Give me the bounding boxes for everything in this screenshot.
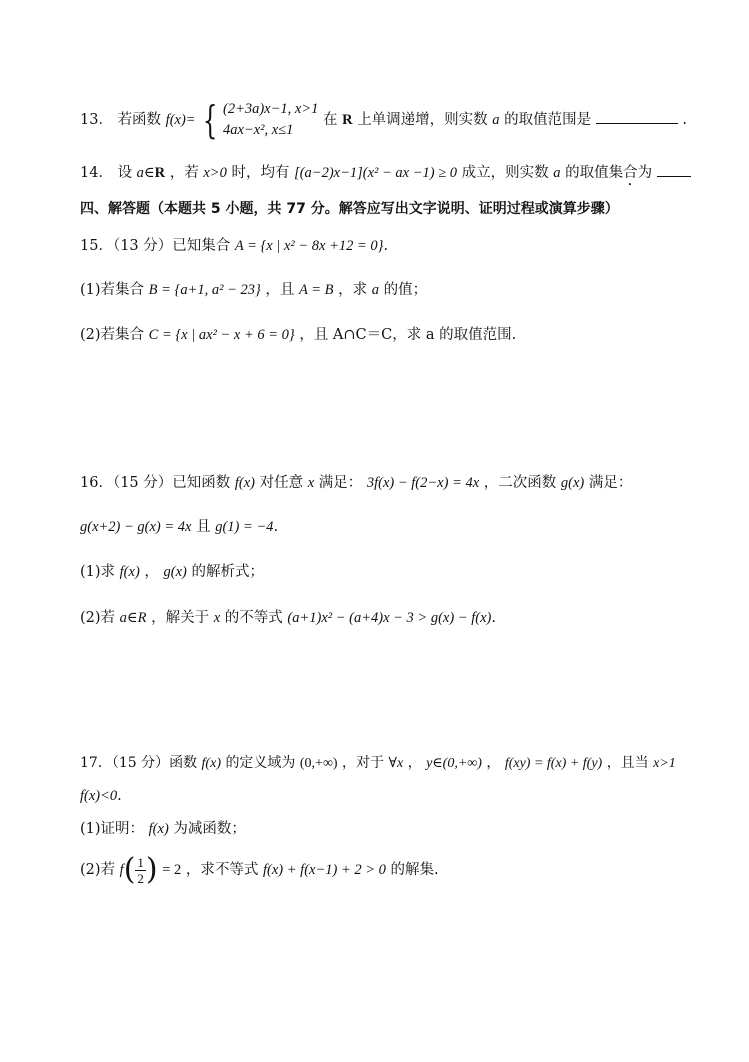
question-17: 17．（15 分）函数 f(x) 的定义域为 (0,+∞) ，对于 ∀x ， y∈(0,+∞) ， f(xy) = f(x) + f(y) ，且当 x>1 xyxy=(80,755,676,771)
q14-number: 14． xyxy=(80,165,113,181)
q13-number: 13． xyxy=(80,112,113,128)
section-header: 四、解答题（本题共 5 小题，共 77 分。解答应写出文字说明、证明过程或演算步骤） xyxy=(80,201,619,217)
question-17-part-2: (2)若 f( $\frac{1}{2}$ ) = 2 ，求不等式 f(x) + f(x−1) + 2 > 0 的解集. xyxy=(80,852,439,887)
question-13: 13． 若函数 f(x)= { (2+3a)x−1, x>1 4ax−x², x≤1 在 R 上单调递增，则实数 a 的取值范围是 . xyxy=(80,98,687,142)
question-16: 16．（15 分）已知函数 f(x) 对任意 x 满足： 3f(x) − f(2−x) = 4x ，二次函数 g(x) 满足： xyxy=(80,475,633,491)
question-15-part-2: (2)若集合 C = {x | ax² − x + 6 = 0} ，且 A∩C＝C，求 a 的取值范围. xyxy=(80,327,517,343)
fraction-one-half: $\frac{1}{2}$ xyxy=(137,854,144,886)
q13-function: f(x)= xyxy=(165,112,196,128)
question-17-part-1: (1)证明： f(x) 为减函数； xyxy=(80,821,246,837)
q17-inequality: f(x) + f(x−1) + 2 > 0 xyxy=(263,862,386,878)
answer-blank xyxy=(657,162,691,177)
q17-functional-equation: f(xy) = f(x) + f(y) xyxy=(504,756,603,771)
question-16-part-2: (2)若 a∈R ，解关于 x 的不等式 (a+1)x² − (a+4)x − 3 > g(x) − f(x). xyxy=(80,610,496,626)
functional-equation: 3f(x) − f(2−x) = 4x xyxy=(366,475,480,491)
q14-inequality: [(a−2)x−1](x² − ax −1) ≥ 0 xyxy=(294,165,458,181)
set-a: A = {x | x² − 8x +12 = 0} xyxy=(234,238,384,254)
question-15: 15．（13 分）已知集合 A = {x | x² − 8x +12 = 0}. xyxy=(80,238,389,254)
question-15-part-1: (1)若集合 B = {a+1, a² − 23} ，且 A = B ，求 a 的值； xyxy=(80,282,428,298)
answer-blank xyxy=(596,109,678,124)
question-17-condition: f(x)<0. xyxy=(80,788,122,804)
q13-cases: (2+3a)x−1, x>1 4ax−x², x≤1 xyxy=(222,101,319,138)
set-c: C = {x | ax² − x + 6 = 0} xyxy=(148,327,295,343)
question-16-part-1: (1)求 f(x) ， g(x) 的解析式； xyxy=(80,564,264,580)
q16-inequality: (a+1)x² − (a+4)x − 3 > g(x) − f(x) xyxy=(287,610,492,626)
question-14: 14． 设 a∈R ，若 x>0 时，均有 [(a−2)x−1](x² − ax −1) ≥ 0 成立，则实数 a 的取值集合为 xyxy=(80,162,691,189)
piecewise-brace: { xyxy=(203,98,218,142)
question-16-conditions: g(x+2) − g(x) = 4x 且 g(1) = −4. xyxy=(80,519,279,535)
set-b: B = {a+1, a² − 23} xyxy=(148,282,261,298)
